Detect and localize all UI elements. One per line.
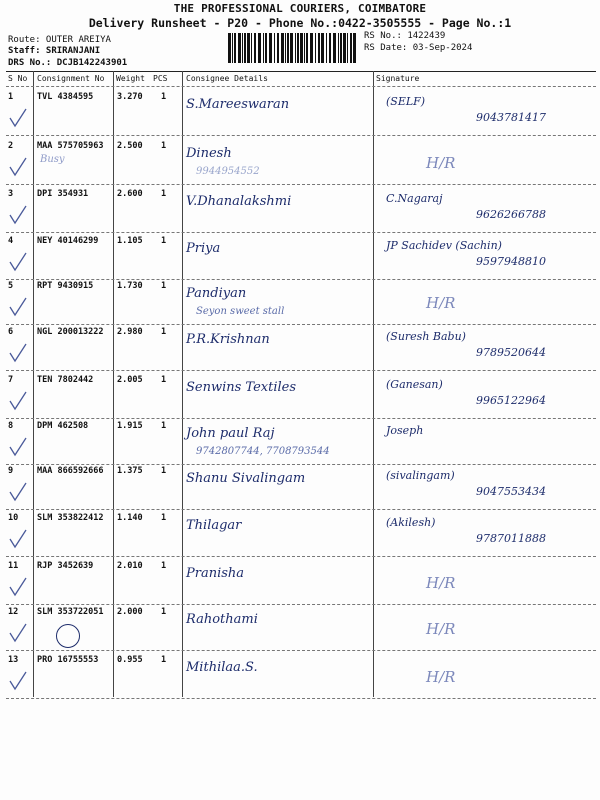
table-row <box>6 556 596 605</box>
serial-number: 13 <box>8 655 19 665</box>
table-row <box>6 370 596 419</box>
table-row <box>6 461 596 510</box>
signature: (Akilesh) <box>386 516 436 529</box>
rs-number: RS No.: 1422439 <box>364 31 446 41</box>
signature-phone: 9626266788 <box>476 208 546 221</box>
serial-number: 3 <box>8 189 14 199</box>
signature: (Ganesan) <box>386 378 443 391</box>
weight-value: 2.600 <box>117 189 143 199</box>
pcs-value: 1 <box>161 466 167 476</box>
weight-value: 1.730 <box>117 281 143 291</box>
serial-number: 11 <box>8 561 19 571</box>
consignee-note: 9742807744, 7708793544 <box>196 446 330 457</box>
circled-mark <box>56 624 80 648</box>
check-mark-icon <box>8 669 28 691</box>
check-mark-icon <box>8 435 28 457</box>
consignee-name: John paul Raj <box>186 426 275 441</box>
table-row <box>6 136 596 185</box>
weight-value: 1.105 <box>117 236 143 246</box>
consignment-number: NEY 40146299 <box>37 236 99 246</box>
weight-value: 2.010 <box>117 561 143 571</box>
consignment-number: MAA 866592666 <box>37 466 104 476</box>
consignee-name: Priya <box>186 241 221 256</box>
weight-value: 1.915 <box>117 421 143 431</box>
consignment-number: DPI 354931 <box>37 189 89 199</box>
consignment-number: NGL 200013222 <box>37 327 104 337</box>
signature: (sivalingam) <box>386 469 455 482</box>
signature: (Suresh Babu) <box>386 330 466 343</box>
col-header-consignment: Consignment No <box>37 74 105 83</box>
serial-number: 1 <box>8 92 14 102</box>
barcode-image <box>228 33 356 63</box>
serial-number: 10 <box>8 513 19 523</box>
table-top-rule <box>6 71 596 72</box>
weight-value: 2.500 <box>117 141 143 151</box>
signature-phone: 9043781417 <box>476 111 546 124</box>
busy-note: Busy <box>40 154 65 165</box>
consignment-number: SLM 353722051 <box>37 607 104 617</box>
check-mark-icon <box>8 250 28 272</box>
pcs-value: 1 <box>161 92 167 102</box>
signature: JP Sachidev (Sachin) <box>386 239 502 252</box>
signature: H/R <box>426 294 456 312</box>
weight-value: 2.000 <box>117 607 143 617</box>
consignment-number: SLM 353822412 <box>37 513 104 523</box>
serial-number: 5 <box>8 281 14 291</box>
signature: (SELF) <box>386 95 426 108</box>
check-mark-icon <box>8 527 28 549</box>
col-header-consignee: Consignee Details <box>186 74 268 83</box>
staff-label: Staff: SRIRANJANI <box>8 46 101 56</box>
table-row <box>6 322 596 371</box>
drs-number: DRS No.: DCJB142243901 <box>8 58 128 68</box>
row-divider <box>6 698 596 699</box>
consignee-name: Mithilaa.S. <box>186 660 258 675</box>
table-row <box>6 87 596 136</box>
consignee-name: Rahothami <box>186 612 258 627</box>
serial-number: 6 <box>8 327 14 337</box>
signature: H/R <box>426 668 456 686</box>
consignment-number: RPT 9430915 <box>37 281 94 291</box>
serial-number: 9 <box>8 466 14 476</box>
consignee-name: Shanu Sivalingam <box>186 471 306 486</box>
check-mark-icon <box>8 621 28 643</box>
table-row <box>6 184 596 233</box>
table-row <box>6 650 596 699</box>
runsheet-subtitle: Delivery Runsheet - P20 - Phone No.:0422-3505555 - Page No.:1 <box>88 16 512 30</box>
check-mark-icon <box>8 480 28 502</box>
signature-phone: 9965122964 <box>476 394 546 407</box>
signature: H/R <box>426 154 456 172</box>
col-header-sno: S No <box>8 74 28 83</box>
route-label: Route: OUTER AREIYA <box>8 35 111 45</box>
serial-number: 12 <box>8 607 19 617</box>
pcs-value: 1 <box>161 561 167 571</box>
weight-value: 0.955 <box>117 655 143 665</box>
pcs-value: 1 <box>161 513 167 523</box>
table-row <box>6 276 596 325</box>
table-row <box>6 508 596 557</box>
signature: C.Nagaraj <box>386 192 443 205</box>
consignment-number: PRO 16755553 <box>37 655 99 665</box>
table-row <box>6 231 596 280</box>
consignment-number: TEN 7802442 <box>37 375 94 385</box>
pcs-value: 1 <box>161 421 167 431</box>
signature: Joseph <box>386 424 424 437</box>
weight-value: 2.005 <box>117 375 143 385</box>
col-header-signature: Signature <box>376 74 420 83</box>
check-mark-icon <box>8 155 28 177</box>
consignment-number: TVL 4384595 <box>37 92 94 102</box>
consignee-note: 9944954552 <box>196 166 260 177</box>
serial-number: 8 <box>8 421 14 431</box>
table-row <box>6 602 596 651</box>
table-row <box>6 416 596 465</box>
serial-number: 4 <box>8 236 14 246</box>
check-mark-icon <box>8 295 28 317</box>
consignee-name: S.Mareeswaran <box>186 97 290 112</box>
weight-value: 1.140 <box>117 513 143 523</box>
signature-phone: 9789520644 <box>476 346 546 359</box>
pcs-value: 1 <box>161 189 167 199</box>
pcs-value: 1 <box>161 236 167 246</box>
pcs-value: 1 <box>161 655 167 665</box>
runsheet-company-title: THE PROFESSIONAL COURIERS, COIMBATORE <box>173 2 427 15</box>
consignee-name: Pandiyan <box>186 286 247 301</box>
check-mark-icon <box>8 203 28 225</box>
signature-phone: 9597948810 <box>476 255 546 268</box>
check-mark-icon <box>8 389 28 411</box>
pcs-value: 1 <box>161 607 167 617</box>
consignee-name: V.Dhanalakshmi <box>186 194 292 209</box>
consignment-number: MAA 575705963 <box>37 141 104 151</box>
consignee-name: P.R.Krishnan <box>186 332 270 347</box>
col-header-weight: Weight <box>116 74 145 83</box>
consignee-name: Dinesh <box>186 146 232 161</box>
consignee-name: Thilagar <box>186 518 242 533</box>
check-mark-icon <box>8 575 28 597</box>
consignment-number: DPM 462508 <box>37 421 89 431</box>
signature: H/R <box>426 620 456 638</box>
check-mark-icon <box>8 341 28 363</box>
weight-value: 3.270 <box>117 92 143 102</box>
pcs-value: 1 <box>161 375 167 385</box>
weight-value: 2.980 <box>117 327 143 337</box>
rs-date: RS Date: 03-Sep-2024 <box>364 43 473 53</box>
serial-number: 2 <box>8 141 14 151</box>
pcs-value: 1 <box>161 327 167 337</box>
pcs-value: 1 <box>161 141 167 151</box>
consignee-name: Pranisha <box>186 566 245 581</box>
weight-value: 1.375 <box>117 466 143 476</box>
signature-phone: 9787011888 <box>476 532 546 545</box>
consignee-name: Senwins Textiles <box>186 380 297 395</box>
signature: H/R <box>426 574 456 592</box>
col-header-pcs: PCS <box>153 74 168 83</box>
pcs-value: 1 <box>161 281 167 291</box>
consignee-note: Seyon sweet stall <box>196 306 285 317</box>
serial-number: 7 <box>8 375 14 385</box>
check-mark-icon <box>8 106 28 128</box>
signature-phone: 9047553434 <box>476 485 546 498</box>
consignment-number: RJP 3452639 <box>37 561 94 571</box>
